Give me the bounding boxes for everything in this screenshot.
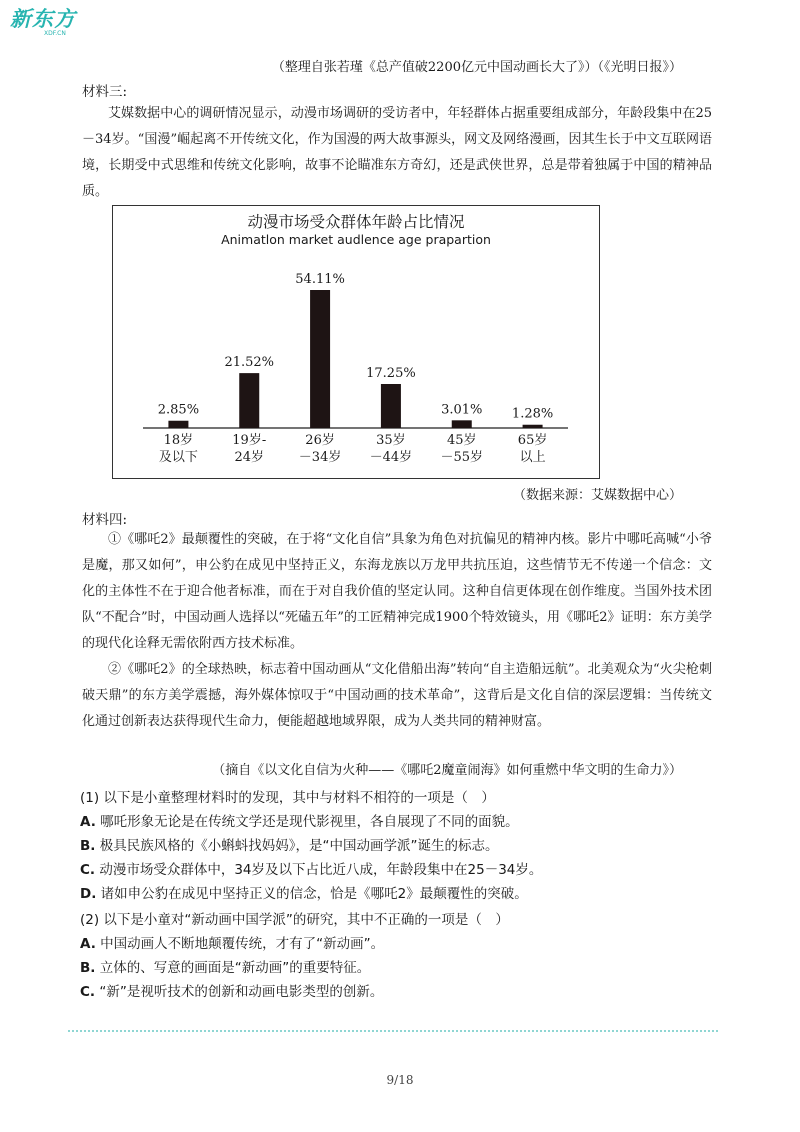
chart-plot bbox=[113, 206, 599, 478]
x-tick-label: －55岁 bbox=[440, 450, 484, 465]
x-tick-label: 35岁 bbox=[376, 433, 406, 448]
x-tick-label: 65岁 bbox=[517, 433, 548, 448]
option-letter: A. bbox=[80, 936, 96, 952]
material3-heading: 材料三: bbox=[82, 84, 128, 100]
bar bbox=[452, 420, 472, 428]
option-text: 极具民族风格的《小蝌蚪找妈妈》，是“中国动画学派”诞生的标志。 bbox=[99, 838, 499, 854]
bar bbox=[381, 384, 401, 428]
bar-value-label: 21.52% bbox=[224, 355, 275, 371]
x-tick-label: 及以下 bbox=[158, 450, 198, 465]
material3-paragraph bbox=[82, 101, 712, 205]
age-bar-chart bbox=[112, 205, 600, 479]
q2-option-b bbox=[80, 956, 370, 976]
chart-source: （数据来源：艾媒数据中心） bbox=[512, 488, 682, 503]
bar bbox=[310, 290, 330, 428]
bar-value-label: 54.11% bbox=[295, 272, 345, 287]
option-text: “新”是视听技术的创新和动画电影类型的创新。 bbox=[99, 984, 384, 1000]
option-text: 动漫市场受众群体中，34岁及以下占比近八成，年龄段集中在25－34岁。 bbox=[99, 862, 543, 878]
q1-stem: (1) 以下是小童整理材料时的发现，其中与材料不相符的一项是（ ） bbox=[80, 790, 495, 806]
x-tick-label: 18岁 bbox=[163, 433, 194, 448]
x-tick-label: 以上 bbox=[519, 450, 546, 465]
x-tick-label: －34岁 bbox=[298, 450, 342, 465]
q2-stem: (2) 以下是小童对“新动画中国学派”的研究，其中不正确的一项是（ ） bbox=[80, 912, 509, 928]
source-citation-top: （整理自张若瑾《总产值破2200亿元中国动画长大了》）（《光明日报》） bbox=[271, 60, 682, 75]
bar-value-label: 1.28% bbox=[511, 406, 554, 422]
option-letter: A. bbox=[80, 814, 96, 830]
x-tick-label: 24岁 bbox=[234, 450, 265, 465]
bar-value-label: 3.01% bbox=[441, 402, 483, 418]
option-text: 哪吒形象无论是在传统文学还是现代影视里，各自展现了不同的面貌。 bbox=[100, 814, 519, 830]
page-number: 9/18 bbox=[386, 1073, 414, 1087]
bar bbox=[168, 421, 188, 428]
material4-heading: 材料四: bbox=[82, 512, 128, 528]
dotted-divider bbox=[68, 1030, 718, 1032]
logo-text: 新东方 bbox=[10, 7, 76, 31]
material4-paragraph-1 bbox=[82, 527, 712, 657]
chart-title: 动漫市场受众群体年龄占比情况 bbox=[247, 213, 465, 231]
q1-option-b bbox=[80, 834, 498, 854]
q2-option-c bbox=[80, 980, 383, 1000]
material4-source: （摘自《以文化自信为火种——《哪吒2魔童闹海》如何重燃中华文明的生命力》） bbox=[212, 763, 682, 778]
bar bbox=[523, 425, 543, 428]
q2-option-a bbox=[80, 932, 384, 952]
option-letter: C. bbox=[80, 862, 96, 878]
x-tick-label: 19岁- bbox=[232, 433, 267, 448]
option-letter: C. bbox=[80, 984, 96, 1000]
option-text: 中国动画人不断地颠覆传统，才有了“新动画”。 bbox=[100, 936, 385, 952]
material4-paragraph-2 bbox=[82, 657, 712, 735]
x-tick-label: 45岁 bbox=[446, 433, 477, 448]
material3-text: 艾媒数据中心的调研情况显示，动漫市场调研的受访者中，年轻群体占据重要组成部分，年龄段集中在25－34岁。“国漫”崛起离不开传统文化，作为国漫的两大故事源头，网文及网络漫画，因其生长于中文互联网语境，长期受中式思维和传统文化影响，故事不论瞄准东方奇幻，还是武侠世界，总是带着独属于中国的精神品质。 bbox=[82, 106, 712, 199]
material4-text-2: ②《哪吒2》的全球热映，标志着中国动画从“文化借船出海”转向“自主造船远航”。北美观众为“火尖枪刺破天鼎”的东方美学震撼，海外媒体惊叹于“中国动画的技术革命”，这背后是文化自信的深层逻辑：当传统文化通过创新表达获得现代生命力，便能超越地域界限，成为人类共同的精神财富。 bbox=[82, 662, 712, 729]
x-tick-label: －44岁 bbox=[369, 450, 413, 465]
option-text: 立体的、写意的画面是“新动画”的重要特征。 bbox=[99, 960, 371, 976]
q1-option-a bbox=[80, 810, 519, 830]
chart-subtitle: Animatlon market audlence age prapartion bbox=[221, 232, 491, 247]
option-letter: B. bbox=[80, 960, 96, 976]
bar-value-label: 2.85% bbox=[157, 402, 200, 418]
x-tick-label: 26岁 bbox=[305, 433, 335, 448]
q1-option-d bbox=[80, 882, 528, 902]
option-letter: D. bbox=[80, 886, 97, 902]
bar bbox=[239, 373, 259, 428]
brand-logo bbox=[10, 8, 82, 38]
logo-subtext: XDF.CN bbox=[44, 30, 66, 37]
bar-value-label: 17.25% bbox=[366, 366, 416, 382]
option-text: 诸如申公豹在成见中坚持正义的信念，恰是《哪吒2》最颠覆性的突破。 bbox=[100, 886, 528, 902]
option-letter: B. bbox=[80, 838, 96, 854]
material4-text-1: ①《哪吒2》最颠覆性的突破，在于将“文化自信”具象为角色对抗偏见的精神内核。影片中哪吒高喊“小爷是魔，那又如何”，申公豹在成见中坚持正义，东海龙族以万龙甲共抗压迫，这些情节无不传递一个信念：文化的主体性不在于迎合他者标准，而在于对自我价值的坚定认同。这种自信更体现在创作维度。当国外技术团队“不配合”时，中国动画人选择以“死磕五年”的工匠精神完成1900个特效镜头，用《哪吒2》证明：东方美学的现代化诠释无需依附西方技术标准。 bbox=[82, 532, 712, 651]
q1-option-c bbox=[80, 858, 542, 878]
